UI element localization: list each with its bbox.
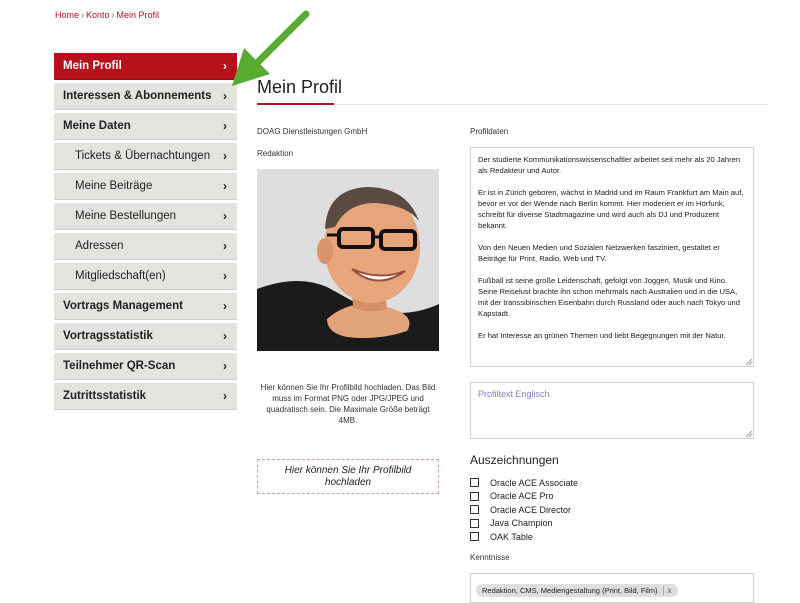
sidebar-item-adressen[interactable] [54,233,237,260]
upload-hint-text: Hier können Sie Ihr Profilbild hochladen. Das Bild muss im Format PNG oder JPG/JPEG und quadratisch sein. Die Maximale Größe beträgt 4MB. [260,383,436,425]
profile-paragraph: Der studierte Kommunikationswissenschaftler arbeitet seit mehr als 20 Jahren als Redakteur und Autor. [478,155,741,175]
sidebar-item-label: Meine Daten [63,120,131,132]
award-item[interactable] [470,503,578,517]
title-accent-underline [257,103,334,105]
checkbox-oracle-ace-director[interactable] [470,505,479,514]
chevron-right-icon: › [223,239,227,253]
breadcrumb-separator: › [111,10,115,20]
breadcrumb [55,10,159,20]
page-title: Mein Profil [257,77,343,97]
sidebar-item-meine-daten[interactable] [54,113,237,140]
chevron-right-icon: › [223,59,227,73]
sidebar-item-label: Meine Bestellungen [75,210,177,222]
chevron-right-icon: › [223,179,227,193]
profile-english-placeholder: Profiltext Englisch [478,389,550,399]
award-item[interactable] [470,517,578,531]
profile-paragraph: Er hat Interesse an grünen Themen und liebt Begegnungen mit der Natur. [478,331,726,340]
chevron-right-icon: › [223,119,227,133]
award-label: Oracle ACE Pro [490,491,554,502]
checkbox-oak-table[interactable] [470,532,479,541]
company-name: DOAG Dienstleistungen GmbH [257,127,368,136]
upload-button-label: Hier können Sie Ihr Profilbild hochladen [284,464,412,488]
sidebar-item-vortragsstatistik[interactable] [54,323,237,350]
sidebar-nav [54,53,237,413]
checkbox-oracle-ace-pro[interactable] [470,492,479,501]
profile-paragraph: Von den Neuen Medien und Sozialen Netzwerken fasziniert, gestaltet er Beiträge für Print, Radio, Web und TV. [478,243,720,263]
sidebar-item-label: Teilnehmer QR-Scan [63,360,176,372]
award-item[interactable] [470,530,578,544]
sidebar-item-mein-profil[interactable] [54,53,237,80]
resize-handle-icon[interactable] [746,431,752,437]
chevron-right-icon: › [223,269,227,283]
checkbox-oracle-ace-associate[interactable] [470,478,479,487]
sidebar-item-zutrittsstatistik[interactable] [54,383,237,410]
sidebar-item-beitraege[interactable] [54,173,237,200]
awards-list [470,476,578,544]
award-label: Oracle ACE Director [490,504,572,515]
resize-handle-icon[interactable] [746,359,752,365]
sidebar-item-label: Mitgliedschaft(en) [75,270,166,282]
chevron-right-icon: › [223,329,227,343]
checkbox-java-champion[interactable] [470,519,479,528]
sidebar-item-interessen[interactable] [54,83,237,110]
role-label: Redaktion [257,149,294,158]
sidebar-item-label: Vortragsstatistik [63,330,153,342]
profile-photo [257,169,439,351]
profile-data-label: Profildaten [470,127,509,136]
sidebar-item-label: Meine Beiträge [75,180,153,192]
remove-tag-icon[interactable]: x [663,586,672,595]
award-item[interactable] [470,476,578,490]
award-label: Oracle ACE Associate [490,477,579,488]
sidebar-item-label: Adressen [75,240,124,252]
award-label: Java Champion [490,518,553,529]
skill-tag-label: Redaktion, CMS, Mediengestaltung (Print, Bild, Film) [482,586,658,595]
sidebar-item-label: Interessen & Abonnements [63,90,212,102]
skills-label: Kenntnisse [470,553,510,562]
breadcrumb-separator: › [81,10,85,20]
profile-english-textarea[interactable] [470,382,754,439]
awards-heading: Auszeichnungen [470,453,559,467]
chevron-right-icon: › [223,359,227,373]
sidebar-item-bestellungen[interactable] [54,203,237,230]
profile-paragraph: Er ist in Zürich geboren, wächst in Madrid und im Raum Frankfurt am Main auf, bevor er vor der Wende nach Berlin kommt. Hier moderiert er im Hörfunk, schreibt für diverse Stadtmagazine und wird auch als DJ und Produzent bekannt. [478,188,744,230]
chevron-right-icon: › [223,149,227,163]
breadcrumb-current: Mein Profil [116,10,160,20]
sidebar-item-label: Vortrags Management [63,300,183,312]
chevron-right-icon: › [223,389,227,403]
award-label: OAK Table [490,531,533,542]
sidebar-item-vortrags-management[interactable] [54,293,237,320]
sidebar-item-mitgliedschaften[interactable] [54,263,237,290]
sidebar-item-tickets[interactable] [54,143,237,170]
sidebar-item-label: Zutrittsstatistik [63,390,147,402]
sidebar-item-label: Tickets & Übernachtungen [75,150,211,162]
sidebar-item-label: Mein Profil [63,60,122,72]
breadcrumb-home-link[interactable]: Home [55,10,80,20]
upload-profile-picture-button[interactable] [257,459,439,494]
profile-textarea[interactable] [470,147,754,367]
breadcrumb-konto-link[interactable]: Konto [86,10,110,20]
sidebar-item-qr-scan[interactable] [54,353,237,380]
chevron-right-icon: › [223,209,227,223]
chevron-right-icon: › [223,299,227,313]
chevron-right-icon: › [223,89,227,103]
skill-tag [476,584,678,597]
skills-input[interactable] [470,573,754,603]
award-item[interactable] [470,490,578,504]
profile-paragraph: Fußball ist seine große Leidenschaft, gefolgt von Joggen, Musik und Kino. Seine Reiselust brachte ihn schon mehrmals nach Australien und in die USA, mit der transsibirischen Eisenbahn durch Russland oder auch nach Tokyo und Kapstadt. [478,276,740,318]
